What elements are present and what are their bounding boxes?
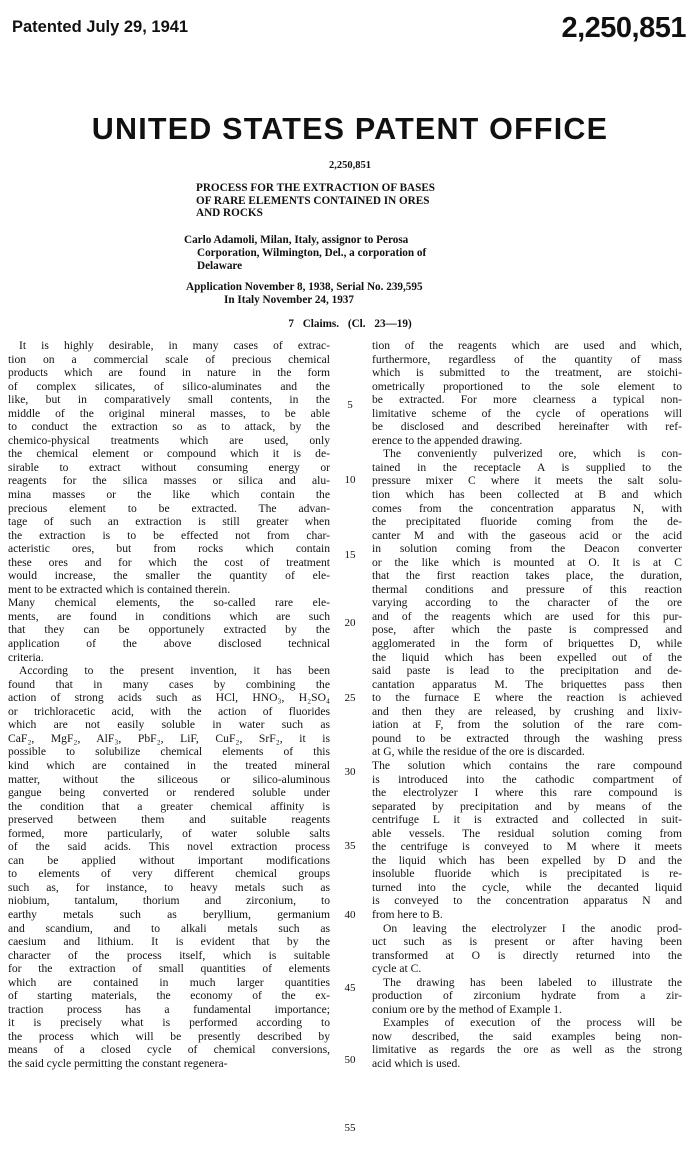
text-line: the electrolyzer I where this rare compound is: [372, 786, 682, 800]
text-line: limitative scheme of the cycle of operations will: [372, 406, 682, 420]
text-line: would increase, the smaller the quantity of ele-: [8, 569, 330, 583]
text-line: possible to solubilize chemical elements of this: [8, 745, 330, 759]
text-line: which are not easily soluble in water such as: [8, 718, 330, 732]
patent-number-line: 2,250,851: [329, 160, 371, 171]
text-line: tage of such an extraction is still greater when: [8, 515, 330, 529]
text-line: turned into the cycle, while the decanted liquid: [372, 880, 682, 894]
text-line: or trichloracetic acid, with the action of fluorides: [8, 704, 330, 718]
text-line: pressure mixer C where it meets the salt solu-: [372, 474, 682, 488]
text-line: It is highly desirable, in many cases of extrac-: [19, 339, 330, 352]
text-line: gangue being converted or rendered soluble under: [8, 786, 330, 800]
line-number: 45: [344, 982, 356, 994]
text-line: On leaving the electrolyzer I the anodic prod-: [383, 921, 682, 935]
inventor-line: Carlo Adamoli, Milan, Italy, assignor to Perosa: [184, 234, 409, 246]
text-line: in solution coming from the Deacon converter: [372, 542, 682, 556]
text-line: acid which is used.: [372, 1056, 461, 1070]
text-line: mina masses or the like which contain the: [8, 488, 330, 502]
text-line: Examples of execution of the process will be: [383, 1016, 682, 1030]
application-block: [186, 281, 536, 307]
text-line: varying according to the character of the ore: [372, 596, 682, 610]
text-line: According to the present invention, it has been: [19, 664, 330, 678]
text-line: the liquid which has been expelled out of the: [372, 650, 682, 664]
text-line: to conduct the extraction so as to attack, by the: [8, 420, 330, 434]
text-line: to the furnace E where the reaction is achieved: [372, 691, 682, 705]
text-line: reagents for the silica masses or silica and alu-: [8, 474, 330, 488]
text-line: The solution which contains the rare compound: [372, 758, 682, 772]
text-line: kind which are contained in the treated mineral: [8, 758, 330, 772]
text-line: criteria.: [8, 650, 44, 664]
patent-number: 2,250,851: [561, 12, 686, 44]
text-line: the liquid which has been expelled by D and the: [372, 853, 682, 867]
line-number: 30: [344, 766, 356, 778]
text-line: of the said acids. This novel extraction process: [8, 840, 330, 854]
text-line: canter M and with the gaseous acid or the acid: [372, 528, 682, 542]
text-line: middle of the original mineral masses, to be able: [8, 406, 330, 420]
text-line: The conveniently pulverized ore, which is con-: [383, 447, 682, 461]
text-line: the precipitated fluoride coming from the de-: [372, 515, 682, 529]
line-number: 20: [344, 617, 356, 629]
text-line: centrifuge L it is extracted and collected in suit-: [372, 813, 682, 827]
text-line: comes from the concentration apparatus N, with: [372, 501, 682, 515]
priority-line: In Italy November 24, 1937: [224, 294, 354, 306]
line-number: 35: [344, 840, 356, 852]
text-line: able vessels. The residual solution coming from: [372, 826, 682, 840]
text-line: ments, are found in conditions which are such: [8, 609, 330, 623]
text-line: traction process has a fundamental importance;: [8, 1002, 330, 1016]
text-line: be extracted. For more clearness a typical non-: [372, 393, 682, 407]
text-line: and of the reagents which are used for this pur-: [372, 609, 682, 623]
text-line: Many chemical elements, the so-called rare ele-: [8, 596, 330, 610]
inventor-block: [184, 234, 544, 273]
text-line: CaF₂, MgF₂, AlF₃, PbF₂, LiF, CuF₂, SrF₂, it is: [8, 731, 330, 745]
text-line: that the first reaction takes place, the duration,: [372, 569, 682, 583]
line-number: 55: [344, 1122, 356, 1134]
text-line: cycle at C.: [372, 962, 422, 976]
text-line: for the extraction of small quantities of elements: [8, 962, 330, 976]
text-line: insoluble fluoride which is precipitated is re-: [372, 867, 682, 881]
text-line: can be applied without important modifications: [8, 853, 330, 867]
text-line: pound to be extracted through the washing press: [372, 731, 682, 745]
text-line: erence to the appended drawing.: [372, 433, 523, 447]
title-line: PROCESS FOR THE EXTRACTION OF BASES: [196, 182, 436, 194]
text-line: to elements of very different chemical groups: [8, 867, 330, 881]
patent-header: [12, 14, 686, 44]
inventor-line: Delaware: [197, 260, 243, 272]
text-line: at G, while the residue of the ore is discarded.: [372, 745, 585, 759]
text-line: which is submitted to the treatment, are stoichi-: [372, 366, 682, 380]
text-line: action of strong acids such as HCl, HNO₃, H₂SO₄: [8, 691, 330, 705]
text-line: pose, after which the paste is compressed and: [372, 623, 682, 637]
text-line: niobium, tantalum, thorium and zirconium, to: [8, 894, 330, 908]
title-line: OF RARE ELEMENTS CONTAINED IN ORES: [196, 194, 430, 207]
left-column: [8, 339, 330, 1071]
text-line: limitative as regards the ore as well as the strong: [372, 1043, 682, 1057]
text-line: uct such as is present or after having been: [372, 935, 682, 949]
text-line: the centrifuge is conveyed to M where it meets: [372, 840, 682, 854]
text-line: the chemical element or compound which it is de-: [8, 447, 330, 461]
text-line: and scandium, and to alkali metals such as: [8, 921, 330, 935]
text-line: chemico-physical treatments which are used, only: [8, 433, 330, 447]
text-line: matter, without the siliceous or silico-aluminous: [8, 772, 330, 786]
text-line: or the like which is mounted at O. It is at C: [372, 555, 682, 569]
text-line: found that in many cases by combining the: [8, 677, 330, 691]
text-line: ment to be extracted which is contained therein.: [8, 582, 231, 596]
right-column: [372, 339, 682, 1071]
text-line: formed, more particularly, of water soluble salts: [8, 826, 330, 840]
line-number: 25: [344, 692, 356, 704]
text-line: these ores and for which the cost of treatment: [8, 555, 330, 569]
text-line: of starting materials, the economy of the ex-: [8, 989, 330, 1003]
text-line: and then they are released, by crushing and lixiv-: [372, 704, 682, 718]
text-line: separated by precipitation and by means of the: [372, 799, 682, 813]
text-line: of complex silicates, of silico-aluminates and the: [8, 379, 330, 393]
text-line: from here to B.: [372, 907, 443, 921]
text-line: caesium and lithium. It is evident that by the: [8, 935, 330, 949]
text-line: conium ore by the method of Example 1.: [372, 1002, 562, 1016]
text-line: tion on a commercial scale of precious chemical: [8, 352, 330, 366]
text-line: production of zirconium hydrate from a zir-: [372, 989, 682, 1003]
text-line: iation at F, from the solution of the rare com-: [372, 718, 682, 732]
text-line: the extraction is to be effected not from char-: [8, 528, 330, 542]
text-line: cantation apparatus M. The briquettes pass then: [372, 677, 682, 691]
application-line: Application November 8, 1938, Serial No. 239,595: [186, 281, 423, 293]
text-line: which are contained in much larger quantities: [8, 975, 330, 989]
text-line: said paste is lead to the precipitation and de-: [372, 664, 682, 678]
line-number: 50: [344, 1054, 356, 1066]
line-number: 5: [347, 399, 353, 411]
text-line: tion of the reagents which are used and which,: [372, 339, 682, 352]
text-line: like, but in comparatively small contents, in the: [8, 393, 330, 407]
text-line: it is precisely what is performed according to: [8, 1016, 330, 1030]
title-line: AND ROCKS: [196, 207, 263, 219]
line-number: 15: [344, 549, 356, 561]
text-line: sirable to extract without consuming energy or: [8, 460, 330, 474]
text-line: preserved between them and suitable reagents: [8, 813, 330, 827]
text-line: the said cycle permitting the constant regenera-: [8, 1056, 228, 1070]
text-line: the condition that a greater chemical affinity is: [8, 799, 330, 813]
text-line: the process which will be presently described by: [8, 1029, 330, 1043]
text-line: thermal conditions and pressure of this reaction: [372, 582, 682, 596]
text-line: agglomerated in the form of briquettes D, while: [372, 637, 682, 651]
text-line: is introduced into the cathodic compartment of: [372, 772, 682, 786]
office-title: UNITED STATES PATENT OFFICE: [91, 112, 609, 146]
text-line: acteristic ores, but from rocks which contain: [8, 542, 330, 556]
line-number: 40: [344, 909, 356, 921]
text-line: that they can be opportunely extracted by the: [8, 623, 330, 637]
invention-title: [196, 182, 526, 220]
text-line: be disclosed and described hereinafter with ref-: [372, 420, 682, 434]
text-line: tion which has been collected at B and which: [372, 488, 682, 502]
text-line: furthermore, regardless of the quantity of mass: [372, 352, 682, 366]
inventor-line: Corporation, Wilmington, Del., a corporation of: [197, 247, 427, 259]
text-line: tained in the receptacle A is supplied to the: [372, 460, 682, 474]
text-line: earthy metals such as beryllium, germanium: [8, 907, 330, 921]
text-line: transformed at O is directly returned into the: [372, 948, 682, 962]
text-line: precious element to be extracted. The advan-: [8, 501, 330, 515]
text-line: such as, for instance, to heavy metals such as: [8, 880, 330, 894]
text-line: character of the process itself, which is suitable: [8, 948, 330, 962]
text-line: means of a closed cycle of chemical conversions,: [8, 1043, 330, 1057]
text-line: application of the above disclosed technical: [8, 637, 330, 651]
text-line: products which are found in nature in the form: [8, 366, 330, 380]
line-number: 10: [344, 474, 356, 486]
text-line: is conveyed to the concentration apparatus N and: [372, 894, 682, 908]
text-line: now described, the said examples being non-: [372, 1029, 682, 1043]
claims-line: 7 Claims. (Cl. 23—19): [288, 318, 412, 330]
patent-date: Patented July 29, 1941: [12, 18, 189, 36]
text-line: The drawing has been labeled to illustrate the: [383, 975, 682, 989]
text-line: ometrically proportioned to the sole element to: [372, 379, 682, 393]
